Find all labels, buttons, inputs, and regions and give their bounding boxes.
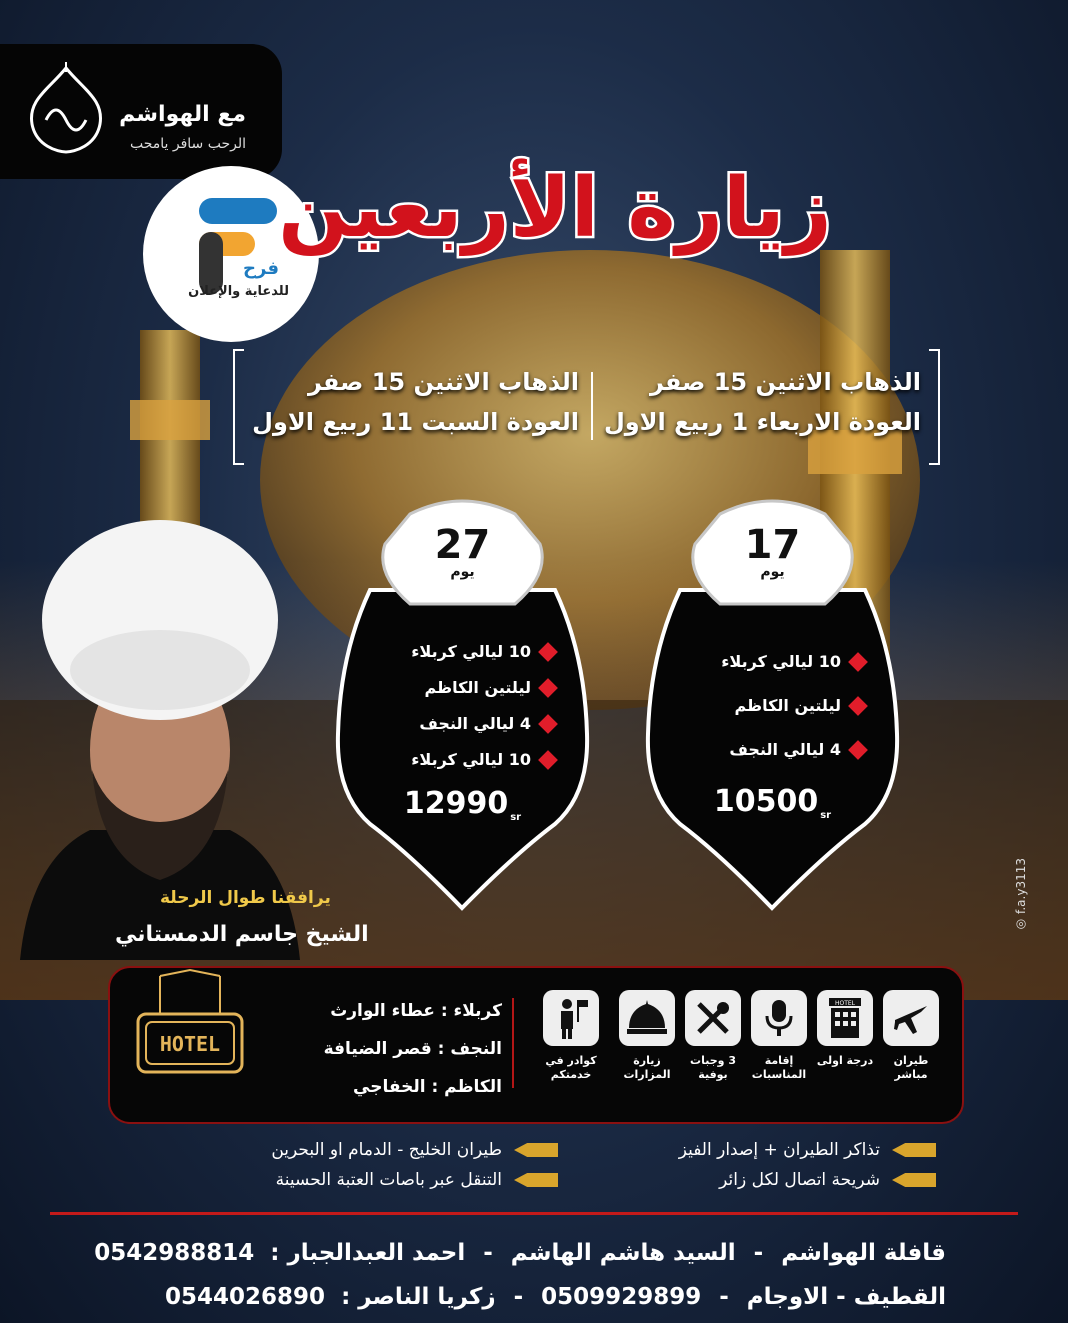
- brand-name: مع الهواشم: [119, 102, 246, 127]
- days-number: 27: [434, 522, 491, 568]
- service-label: 3 وجبات بوفية: [690, 1054, 736, 1081]
- hotel-list: [324, 992, 502, 1106]
- service-label: طيران مباشر: [893, 1054, 929, 1081]
- package-17-item: [734, 696, 865, 715]
- contact-phone[interactable]: 0509929899: [541, 1284, 702, 1310]
- brand-header: [0, 44, 282, 179]
- diamond-bullet-icon: [538, 642, 558, 662]
- package-17-item: [721, 652, 865, 671]
- trip-1-dates: [604, 362, 921, 442]
- contact-region: القطيف - الاوجام: [746, 1284, 946, 1310]
- price-value: 10500: [713, 784, 819, 819]
- trip-1-depart: الذهاب الاثنين 15 صفر: [649, 368, 921, 396]
- diamond-bullet-icon: [538, 678, 558, 698]
- extra-item: [679, 1140, 936, 1160]
- brand-slogan: الرحب سافر يامحب: [129, 136, 246, 152]
- sheikh-name: الشيخ جاسم الدمستاني: [115, 922, 369, 947]
- service-occasions: [750, 990, 808, 1082]
- diamond-bullet-icon: [848, 740, 868, 760]
- diamond-bullet-icon: [538, 750, 558, 770]
- extra-text: تذاكر الطيران + إصدار الفيز: [678, 1140, 880, 1160]
- arrow-bullet-icon: [514, 1173, 558, 1187]
- item-text: 10 ليالي كربلاء: [411, 750, 531, 769]
- service-label: إقامة المناسبات: [751, 1054, 807, 1081]
- airplane-icon: [883, 990, 939, 1046]
- contact-row: [165, 1284, 946, 1310]
- package-17-item: [729, 740, 865, 759]
- package-27-days: [330, 494, 595, 914]
- accompany-text: يرافقنا طوال الرحلة: [160, 888, 331, 908]
- service-shrine-visits: [618, 990, 676, 1082]
- price-currency: sr: [820, 810, 832, 821]
- trip-1-return: العودة الاربعاء 1 ربيع الاول: [603, 408, 921, 436]
- hawashim-logo-icon: [18, 60, 114, 160]
- service-label: درجة اولى: [816, 1054, 874, 1067]
- arrow-bullet-icon: [892, 1173, 936, 1187]
- instagram-handle: [1014, 858, 1028, 932]
- services-panel: [108, 966, 964, 1124]
- hotel-sign-icon: [130, 970, 250, 1090]
- arrow-bullet-icon: [514, 1143, 558, 1157]
- contact-row: [94, 1240, 946, 1266]
- hotel-kadhimiya: الكاظم : الخفاجي: [353, 1077, 502, 1097]
- handle-text: f.a.y3113: [1014, 858, 1028, 914]
- item-text: 4 ليالي النجف: [419, 714, 531, 733]
- contact-phone[interactable]: 0544026890: [165, 1284, 326, 1310]
- days-unit: يوم: [760, 564, 785, 580]
- service-staff: [542, 990, 600, 1082]
- contact-sep: -: [513, 1284, 524, 1310]
- service-label: زيارة المزارات: [623, 1054, 671, 1081]
- contact-sep: -: [719, 1284, 729, 1310]
- days-number: 17: [744, 522, 801, 568]
- title-text: زيارة الأربعين: [278, 161, 832, 256]
- service-meals: [684, 990, 742, 1082]
- panel-divider: [512, 998, 514, 1088]
- extra-item: [719, 1170, 936, 1190]
- item-text: ليلتين الكاظم: [424, 678, 531, 697]
- item-text: 10 ليالي كربلاء: [721, 652, 841, 671]
- package-17-days-count: [640, 522, 905, 580]
- item-text: ليلتين الكاظم: [734, 696, 841, 715]
- package-17-price: [640, 784, 905, 821]
- contact-person: السيد هاشم الهاشم: [510, 1240, 736, 1266]
- instagram-icon: ◎: [1014, 913, 1028, 932]
- trip-2-dates: [252, 362, 579, 442]
- service-direct-flight: [882, 990, 940, 1082]
- package-27-price: [330, 786, 595, 823]
- fork-knife-icon: [685, 990, 741, 1046]
- trip-2-return: العودة السبت 11 ربيع الاول: [252, 408, 579, 436]
- hotel-sign-text: HOTEL: [159, 1032, 221, 1056]
- footer-divider: [50, 1212, 1018, 1215]
- price-value: 12990: [403, 786, 509, 821]
- package-27-item: [419, 714, 555, 733]
- service-label: كوادر في خدمتكم: [545, 1054, 597, 1081]
- diamond-bullet-icon: [848, 652, 868, 672]
- extra-item: [271, 1140, 558, 1160]
- hotel-badge-text: HOTEL: [834, 1000, 856, 1007]
- contact-sep: -: [753, 1240, 764, 1266]
- package-27-item: [411, 750, 555, 769]
- trip-2-depart: الذهاب الاثنين 15 صفر: [307, 368, 579, 396]
- extra-text: التنقل عبر باصات العتبة الحسينة: [275, 1170, 502, 1190]
- contact-phone[interactable]: 0542988814: [94, 1240, 255, 1266]
- diamond-bullet-icon: [848, 696, 868, 716]
- hotel-building-icon: [817, 990, 873, 1046]
- item-text: 10 ليالي كربلاء: [411, 642, 531, 661]
- contact-region: قافلة الهواشم: [781, 1240, 946, 1266]
- trip-dates: [230, 348, 943, 466]
- extra-text: شريحة اتصال لكل زائر: [719, 1170, 880, 1190]
- arrow-bullet-icon: [892, 1143, 936, 1157]
- service-first-class: [816, 990, 874, 1068]
- package-17-days: [640, 494, 905, 914]
- extra-item: [276, 1170, 558, 1190]
- item-text: 4 ليالي النجف: [729, 740, 841, 759]
- microphone-icon: [751, 990, 807, 1046]
- package-27-days-count: [330, 522, 595, 580]
- package-27-item: [411, 642, 555, 661]
- contact-person: زكريا الناصر :: [341, 1284, 496, 1310]
- contact-sep: -: [483, 1240, 493, 1266]
- page-title: [278, 118, 832, 288]
- extra-text: طيران الخليج - الدمام او البحرين: [271, 1140, 502, 1160]
- diamond-bullet-icon: [538, 714, 558, 734]
- days-unit: يوم: [450, 564, 475, 580]
- guide-flag-icon: [543, 990, 599, 1046]
- price-currency: sr: [510, 812, 522, 823]
- package-27-item: [424, 678, 555, 697]
- agency-name: فرح: [243, 258, 279, 279]
- shrine-dome-icon: [619, 990, 675, 1046]
- hotel-karbala: كربلاء : عطاء الوارث: [330, 1001, 502, 1021]
- hotel-najaf: النجف : قصر الضيافة: [323, 1039, 502, 1059]
- agency-tagline: للدعاية والإعلان: [188, 284, 289, 299]
- contact-person: احمد العبدالجبار :: [270, 1240, 466, 1266]
